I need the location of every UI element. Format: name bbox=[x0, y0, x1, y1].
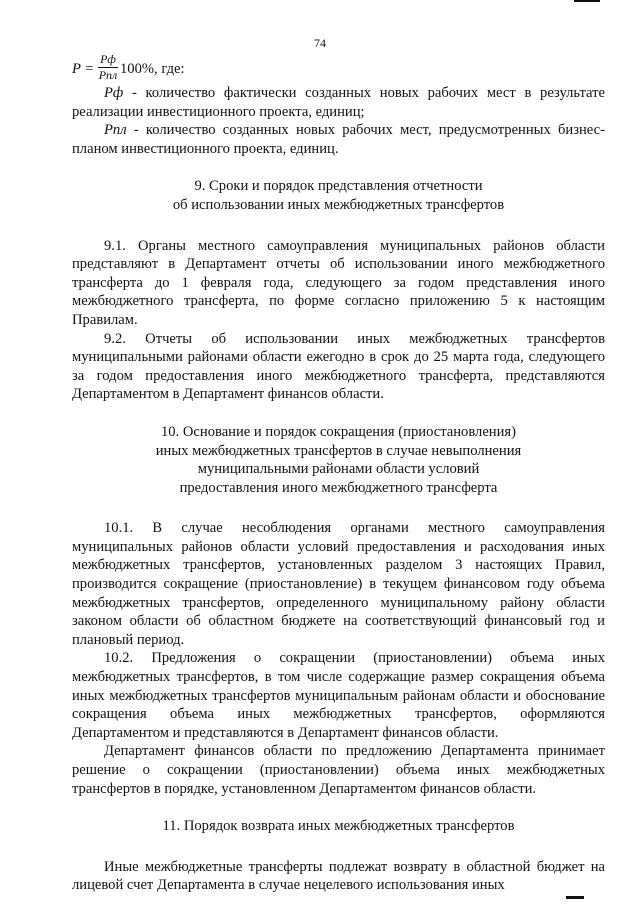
paragraph-10-2: 10.2. Предложения о сокращении (приостановлении) объема иных межбюджетных трансфертов, в том числе содержащие размер сокращения объема иных межбюджетных трансфертов муниципальным районам области и обоснование сокращения объема иных межбюджетных трансфертов, оформляются Департаментом и представляются в Департамент финансов области. bbox=[72, 650, 605, 741]
paragraph-9-1: 9.1. Органы местного самоуправления муниципальных районов области представляют в Департамент отчеты об использовании иного межбюджетного трансферта до 1 февраля года, следующего за годом представления иного межбюджетного трансферта, по форме согласно приложению 5 к настоящим Правилам. bbox=[72, 237, 605, 328]
section-9-title-line1: 9. Сроки и порядок представления отчетности bbox=[194, 178, 483, 195]
section-10-title-line3: муниципальными районами области условий bbox=[197, 461, 480, 478]
formula-fraction bbox=[98, 53, 118, 82]
page-number: 74 bbox=[314, 36, 326, 50]
definition-symbol: Pпл bbox=[104, 122, 127, 139]
section-9-title bbox=[72, 177, 605, 214]
paragraph-9-2: 9.2. Отчеты об использовании иных межбюджетных трансфертов муниципальными районами области ежегодно в срок до 25 марта года, следующего за годом предоставления иного межбюджетного трансферта, представляются Департаментом в Департамент финансов области. bbox=[72, 330, 605, 403]
formula-numerator: Pф bbox=[100, 52, 116, 66]
definition-text: - количество фактически созданных новых рабочих мест в результате реализации инвестиционного проекта, единиц; bbox=[72, 85, 605, 120]
formula-lhs: P = bbox=[72, 61, 95, 77]
section-11-title: 11. Порядок возврата иных межбюджетных трансфертов bbox=[162, 818, 515, 835]
document-body bbox=[72, 84, 605, 895]
paragraph-10-3: Департамент финансов области по предложению Департамента принимает решение о сокращении (приостановлении) объема иных межбюджетных трансфертов в порядке, установленном Департаментом финансов области. bbox=[72, 743, 605, 797]
section-10-title-line2: иных межбюджетных трансфертов в случае невыполнения bbox=[155, 442, 522, 459]
formula-rhs: 100%, где: bbox=[120, 61, 185, 77]
definition-text: - количество созданных новых рабочих мест, предусмотренных бизнес-планом инвестиционного проекта, единиц. bbox=[72, 122, 605, 157]
definition-symbol: Pф bbox=[104, 85, 124, 101]
section-10-title bbox=[72, 423, 605, 497]
scan-mark-top bbox=[574, 0, 600, 2]
section-10-title-line4: предоставления иного межбюджетного трансферта bbox=[179, 479, 498, 496]
formula-denominator: Pпл bbox=[98, 68, 118, 82]
section-10-title-line1: 10. Основание и порядок сокращения (приостановления) bbox=[160, 423, 516, 440]
section-9-title-line2: об использовании иных межбюджетных трансфертов bbox=[172, 196, 505, 213]
paragraph-11-1: Иные межбюджетные трансферты подлежат возврату в областной бюджет на лицевой счет Департамента в случае нецелевого использования иных bbox=[72, 858, 605, 894]
definition-pf bbox=[72, 84, 605, 121]
paragraph-10-1: 10.1. В случае несоблюдения органами местного самоуправления муниципальных районов области условий предоставления и расходования иных межбюджетных трансфертов, установленных разделом 3 настоящих Правил, производится сокращение (приостановление) в текущем финансовом году объема межбюджетных трансфертов, определенного муниципальному району области законом области об областном бюджете на соответствующий финансовый год и плановый период. bbox=[72, 520, 605, 648]
scan-mark-bottom bbox=[566, 896, 584, 899]
definition-ppl bbox=[72, 121, 605, 158]
